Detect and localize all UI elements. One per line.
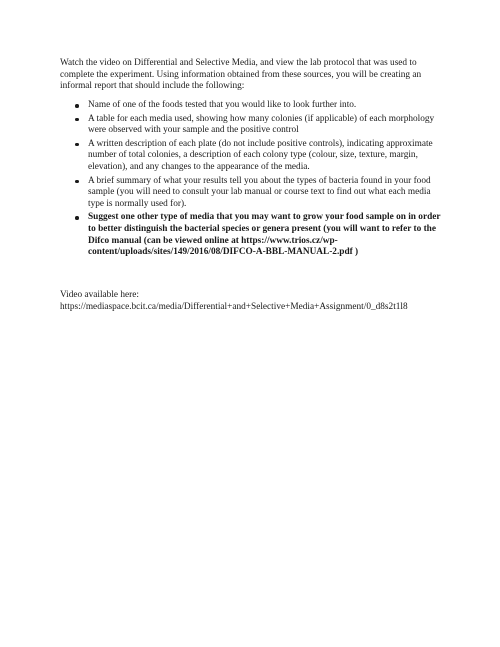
video-link[interactable]: https://mediaspace.bcit.ca/media/Differential+and+Selective+Media+Assignment/0_d8s2t1l8 <box>60 301 408 312</box>
list-item-text: Suggest one other type of media that you may want to grow your food sample on in order to better distinguish the bacterial species or genera present (you will want to refer to the Difco manual (can be viewed online at https://www.trios.cz/wp-content/uploads/sites/149/2016/08/DIFCO-A-BBL-MANUAL-2.pdf ) <box>88 212 441 258</box>
list-item-text: A brief summary of what your results tell you about the types of bacteria found in your food sample (you will need to consult your lab manual or course text to find out what each media type is normally used for). <box>88 175 431 209</box>
list-item-text: A written description of each plate (do not include positive controls), indicating approximate number of total colonies, a description of each colony type (colour, size, texture, margin, elevation), and any changes to the appearance of the media. <box>88 138 433 172</box>
list-item <box>60 100 444 112</box>
list-item-text: Name of one of the foods tested that you would like to look further into. <box>88 100 357 110</box>
video-section <box>60 290 460 313</box>
list-item <box>60 212 444 258</box>
requirements-list <box>60 100 444 261</box>
bullet-icon <box>75 143 79 147</box>
list-item-text: A table for each media used, showing how many colonies (if applicable) of each morphology were observed with your sample and the positive control <box>88 113 435 136</box>
bullet-icon <box>75 180 79 184</box>
video-label: Video available here: <box>60 290 139 300</box>
intro-paragraph: Watch the video on Differential and Selective Media, and view the lab protocol that was used to complete the experiment. Using information obtained from these sources, you will be creating an informal report that should include the following: <box>60 58 422 92</box>
list-item <box>60 176 444 211</box>
list-item <box>60 139 444 174</box>
bullet-icon <box>75 104 79 108</box>
bullet-icon <box>75 216 79 220</box>
list-item <box>60 114 444 137</box>
bullet-icon <box>75 118 79 122</box>
